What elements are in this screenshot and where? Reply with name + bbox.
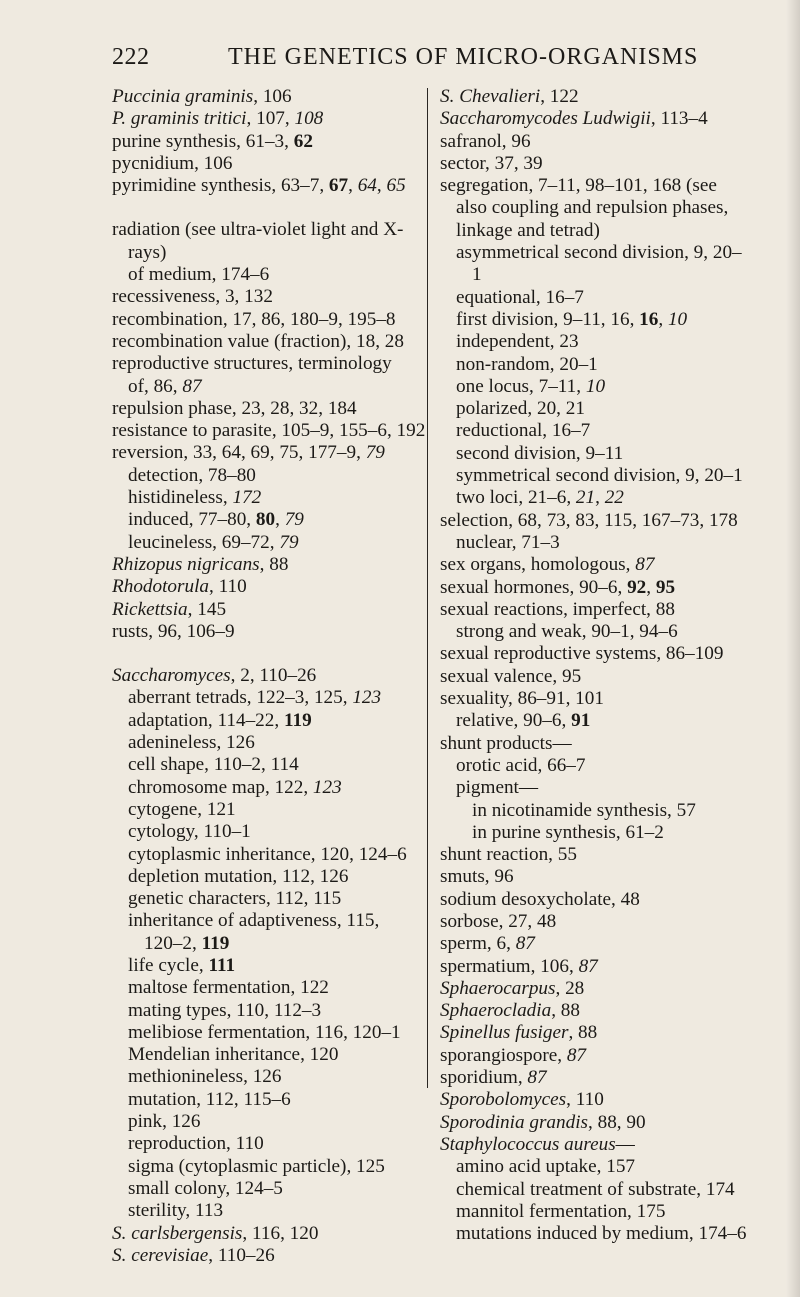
index-subentry xyxy=(112,1022,412,1044)
index-subentry xyxy=(440,532,750,554)
index-entry xyxy=(440,1045,750,1067)
page-header xyxy=(112,44,752,84)
index-entry xyxy=(440,889,750,911)
index-subentry xyxy=(112,264,412,286)
entry-text: genetic characters, 112, 115 xyxy=(128,888,342,910)
entry-text: symmetrical second division, 9, 20–1 xyxy=(456,465,743,487)
entry-text: of medium, 174–6 xyxy=(128,264,270,286)
entry-text: selection, 68, 73, 83, 115, 167–73, 178 xyxy=(440,509,738,531)
entry-text: sterility, 113 xyxy=(128,1200,224,1222)
entry-text: purine synthesis, 61–3, xyxy=(112,130,294,152)
entry-text: reversion, 33, 64, 69, 75, 177–9, xyxy=(112,442,366,464)
entry-text: , 116, 120 xyxy=(242,1222,319,1244)
entry-text: 79 xyxy=(284,509,304,531)
entry-text: , xyxy=(595,487,605,509)
index-entry xyxy=(112,86,412,108)
entry-text: recombination value (fraction), 18, 28 xyxy=(112,330,404,352)
index-entry xyxy=(440,510,750,532)
entry-text: independent, 23 xyxy=(456,331,579,353)
entry-text: 80 xyxy=(255,509,276,531)
entry-text: first division, 9–11, 16, xyxy=(456,308,640,330)
entry-text: rusts, 96, 106–9 xyxy=(112,620,235,642)
index-subentry xyxy=(112,754,412,776)
entry-text: mutations induced by medium, 174–6 xyxy=(456,1223,747,1245)
index-entry xyxy=(112,554,412,576)
entry-text: Rickettsia xyxy=(112,598,188,620)
entry-text: 172 xyxy=(232,487,262,509)
entry-text: adaptation, 114–22, xyxy=(128,709,284,731)
entry-text: two loci, 21–6, xyxy=(456,487,576,509)
index-subentry xyxy=(112,910,412,955)
index-entry xyxy=(112,576,412,598)
entry-text: , 110 xyxy=(566,1089,604,1111)
index-subentry xyxy=(440,800,750,822)
entry-text: , 110–26 xyxy=(208,1244,275,1266)
entry-text: recessiveness, 3, 132 xyxy=(112,286,273,308)
index-subentry xyxy=(112,1111,412,1133)
index-entry xyxy=(440,1067,750,1089)
entry-text: 65 xyxy=(386,175,406,197)
entry-text: , 88, 90 xyxy=(588,1111,646,1133)
entry-text: — xyxy=(615,1133,635,1155)
entry-text: sexual hormones, 90–6, xyxy=(440,576,628,598)
index-entry xyxy=(112,331,412,353)
entry-text: 87 xyxy=(182,375,202,397)
index-entry xyxy=(440,956,750,978)
entry-text: sporidium, xyxy=(440,1067,528,1089)
index-subentry xyxy=(112,1178,412,1200)
entry-text: Sphaerocarpus xyxy=(440,977,556,999)
entry-text: life cycle, xyxy=(128,954,209,976)
index-subentry xyxy=(112,509,412,531)
entry-text: 87 xyxy=(635,554,655,576)
index-subentry xyxy=(440,242,750,287)
index-entry xyxy=(112,131,412,153)
index-entry xyxy=(440,1000,750,1022)
index-subentry xyxy=(112,1200,412,1222)
entry-text: 67 xyxy=(328,175,349,197)
index-entry xyxy=(440,933,750,955)
index-subentry xyxy=(440,376,750,398)
column-divider xyxy=(427,88,428,1088)
index-subentry xyxy=(440,487,750,509)
entry-text: radiation (see ultra-violet light and X-rays) xyxy=(112,219,404,263)
index-subentry xyxy=(112,487,412,509)
entry-text: pigment— xyxy=(456,777,539,799)
entry-text: Sporodinia grandis xyxy=(440,1111,589,1133)
index-entry xyxy=(112,175,412,197)
entry-text: shunt reaction, 55 xyxy=(440,844,577,866)
entry-text: sperm, 6, xyxy=(440,933,516,955)
index-subentry xyxy=(112,888,412,910)
entry-text: , 106 xyxy=(253,86,292,107)
entry-text: 10 xyxy=(667,308,688,330)
entry-text: sorbose, 27, 48 xyxy=(440,910,557,932)
entry-text: melibiose fermentation, 116, 120–1 xyxy=(128,1021,401,1043)
index-column-right xyxy=(440,86,750,1245)
entry-text: second division, 9–11 xyxy=(456,442,624,464)
index-subentry xyxy=(440,755,750,777)
index-subentry xyxy=(112,1133,412,1155)
entry-gap xyxy=(112,643,412,665)
entry-text: 22 xyxy=(604,487,624,509)
entry-text: 119 xyxy=(283,709,312,731)
entry-text: in nicotinamide synthesis, 57 xyxy=(472,799,696,821)
entry-text: , 113–4 xyxy=(650,108,708,130)
entry-text: reproductive structures, terminology of, 86, xyxy=(112,353,392,397)
index-entry xyxy=(112,442,412,464)
entry-text: nuclear, 71–3 xyxy=(456,531,560,553)
index-subentry xyxy=(112,465,412,487)
entry-gap xyxy=(112,197,412,219)
index-entry xyxy=(440,978,750,1000)
entry-text: Rhodotorula xyxy=(112,576,210,598)
index-entry xyxy=(440,599,750,621)
page-edge-shadow xyxy=(786,0,800,1297)
index-subentry xyxy=(112,977,412,999)
entry-text: 64 xyxy=(357,175,377,197)
entry-text: 123 xyxy=(352,687,382,709)
index-entry xyxy=(440,1134,750,1156)
entry-text: , 28 xyxy=(555,977,585,999)
entry-text: relative, 90–6, xyxy=(456,710,572,732)
entry-text: 108 xyxy=(294,108,324,130)
index-subentry xyxy=(112,687,412,709)
index-subentry xyxy=(440,309,750,331)
index-entry xyxy=(112,621,412,643)
entry-text: , 122 xyxy=(540,86,579,107)
index-entry xyxy=(112,108,412,130)
entry-text: Spinellus fusiger xyxy=(440,1022,569,1044)
entry-text: shunt products— xyxy=(440,732,572,754)
entry-text: asymmetrical second division, 9, 20–1 xyxy=(456,242,742,286)
entry-text: 62 xyxy=(293,130,313,152)
index-entry xyxy=(440,131,750,153)
index-entry xyxy=(112,1245,412,1267)
entry-text: , 88 xyxy=(551,1000,580,1022)
entry-text: sodium desoxycholate, 48 xyxy=(440,888,640,910)
entry-text: orotic acid, 66–7 xyxy=(456,754,586,776)
index-subentry xyxy=(440,1223,750,1245)
entry-text: 79 xyxy=(365,442,385,464)
entry-text: 111 xyxy=(208,954,236,976)
entry-text: 92 xyxy=(627,576,647,598)
entry-text: Sphaerocladia xyxy=(440,1000,552,1022)
index-entry xyxy=(112,420,426,442)
entry-text: , 145 xyxy=(187,598,227,620)
index-subentry xyxy=(112,777,412,799)
index-entry xyxy=(440,577,750,599)
index-subentry xyxy=(440,465,750,487)
index-entry xyxy=(440,1089,750,1111)
entry-text: sexuality, 86–91, 101 xyxy=(440,688,604,710)
entry-text: equational, 16–7 xyxy=(456,286,584,308)
index-subentry xyxy=(440,398,750,420)
index-entry xyxy=(440,666,750,688)
entry-text: mannitol fermentation, 175 xyxy=(456,1200,666,1222)
entry-text: mutation, 112, 115–6 xyxy=(128,1088,291,1110)
entry-text: chromosome map, 122, xyxy=(128,776,313,798)
entry-text: adenineless, 126 xyxy=(128,732,255,754)
entry-text: , 88 xyxy=(568,1022,598,1044)
entry-text: segregation, 7–11, 98–101, 168 (see also coupling and repulsion phases, linkage and tetrad) xyxy=(440,175,729,241)
entry-text: Puccinia graminis xyxy=(112,86,254,107)
entry-text: 16 xyxy=(639,308,659,330)
index-subentry xyxy=(112,955,412,977)
entry-text: leucineless, 69–72, xyxy=(128,531,280,553)
entry-text: S. cerevisiae xyxy=(112,1244,209,1266)
entry-text: 79 xyxy=(279,531,299,553)
entry-text: mating types, 110, 112–3 xyxy=(128,999,322,1021)
page-number: 222 xyxy=(112,44,150,70)
entry-text: sexual reactions, imperfect, 88 xyxy=(440,598,675,620)
entry-text: polarized, 20, 21 xyxy=(456,398,585,420)
index-subentry xyxy=(112,732,412,754)
index-subentry xyxy=(440,331,750,353)
entry-text: histidineless, xyxy=(128,487,233,509)
index-subentry xyxy=(440,1179,750,1201)
entry-text: 10 xyxy=(585,375,606,397)
index-entry xyxy=(112,219,412,264)
entry-text: Mendelian inheritance, 120 xyxy=(128,1044,339,1066)
index-subentry xyxy=(112,1089,412,1111)
entry-text: in purine synthesis, 61–2 xyxy=(472,821,664,843)
entry-text: Rhizopus nigricans xyxy=(112,553,260,575)
entry-text: pink, 126 xyxy=(128,1111,201,1133)
entry-text: methionineless, 126 xyxy=(128,1066,282,1088)
entry-text: , 110 xyxy=(209,576,247,598)
entry-text: amino acid uptake, 157 xyxy=(456,1156,636,1178)
entry-text: one locus, 7–11, xyxy=(456,375,586,397)
index-subentry xyxy=(112,710,412,732)
entry-text: aberrant tetrads, 122–3, 125, xyxy=(128,687,353,709)
entry-text: , xyxy=(658,308,668,330)
entry-text: , 107, xyxy=(246,108,295,130)
index-subentry xyxy=(112,532,412,554)
index-subentry xyxy=(112,821,412,843)
index-entry xyxy=(440,733,750,755)
index-entry xyxy=(112,398,412,420)
index-entry xyxy=(440,86,750,108)
index-subentry xyxy=(112,1044,412,1066)
index-entry xyxy=(440,688,750,710)
index-subentry xyxy=(440,710,750,732)
entry-text: 119 xyxy=(201,932,230,954)
index-subentry xyxy=(112,799,412,821)
entry-text: sex organs, homologous, xyxy=(440,554,636,576)
index-subentry xyxy=(112,1000,412,1022)
entry-text: safranol, 96 xyxy=(440,130,531,152)
index-subentry xyxy=(440,443,750,465)
entry-text: 21 xyxy=(575,487,596,509)
index-entry xyxy=(440,153,750,175)
index-entry xyxy=(440,911,750,933)
index-entry xyxy=(112,353,412,398)
entry-text: Saccharomycodes Ludwigii xyxy=(440,108,651,130)
entry-text: sporangiospore, xyxy=(440,1044,567,1066)
index-subentry xyxy=(112,1156,412,1178)
entry-text: reductional, 16–7 xyxy=(456,420,591,442)
entry-text: cytoplasmic inheritance, 120, 124–6 xyxy=(128,843,407,865)
entry-text: S. Chevalieri xyxy=(440,86,541,107)
index-column-left xyxy=(112,86,426,1267)
entry-text: 87 xyxy=(566,1044,587,1066)
index-entry xyxy=(440,175,750,242)
index-subentry xyxy=(440,777,750,799)
entry-text: resistance to parasite, 105–9, 155–6, 192 xyxy=(112,420,426,442)
entry-text: S. carlsbergensis xyxy=(112,1222,243,1244)
index-entry xyxy=(112,286,412,308)
entry-text: Saccharomyces xyxy=(112,665,231,687)
entry-text: cell shape, 110–2, 114 xyxy=(128,754,299,776)
index-subentry xyxy=(112,844,412,866)
index-entry xyxy=(440,844,750,866)
entry-text: , 2, 110–26 xyxy=(230,665,317,687)
entry-text: sexual reproductive systems, 86–109 xyxy=(440,643,724,665)
running-title: THE GENETICS OF MICRO-ORGANISMS xyxy=(228,44,699,70)
entry-text: repulsion phase, 23, 28, 32, 184 xyxy=(112,397,357,419)
entry-text: pycnidium, 106 xyxy=(112,152,233,174)
index-entry xyxy=(112,665,412,687)
index-entry xyxy=(112,599,412,621)
entry-text: Sporobolomyces xyxy=(440,1089,567,1111)
index-subentry xyxy=(112,1066,412,1088)
index-subentry xyxy=(440,354,750,376)
index-entry xyxy=(440,1022,750,1044)
entry-text: small colony, 124–5 xyxy=(128,1177,283,1199)
index-entry xyxy=(440,866,750,888)
entry-text: , xyxy=(275,509,285,531)
entry-text: , xyxy=(348,175,358,197)
entry-text: Staphylococcus aureus xyxy=(440,1133,616,1155)
index-entry xyxy=(112,309,412,331)
entry-text: , xyxy=(376,175,387,197)
index-entry xyxy=(440,1112,750,1134)
index-subentry xyxy=(440,1156,750,1178)
entry-text: , 88 xyxy=(259,553,289,575)
entry-text: spermatium, 106, xyxy=(440,955,579,977)
index-entry xyxy=(440,643,750,665)
entry-text: reproduction, 110 xyxy=(128,1133,264,1155)
entry-text: maltose fermentation, 122 xyxy=(128,977,329,999)
entry-text: inheritance of adaptiveness, 115, 120–2, xyxy=(128,910,380,954)
entry-text: 87 xyxy=(578,955,598,977)
index-entry xyxy=(440,554,750,576)
entry-text: sector, 37, 39 xyxy=(440,152,543,174)
entry-text: , xyxy=(646,576,656,598)
entry-text: non-random, 20–1 xyxy=(456,353,598,375)
index-subentry xyxy=(440,287,750,309)
entry-text: cytogene, 121 xyxy=(128,798,236,820)
index-entry xyxy=(112,1223,412,1245)
entry-text: sexual valence, 95 xyxy=(440,665,582,687)
entry-text: recombination, 17, 86, 180–9, 195–8 xyxy=(112,308,396,330)
entry-text: 87 xyxy=(515,933,535,955)
index-subentry xyxy=(112,866,412,888)
entry-text: smuts, 96 xyxy=(440,866,514,888)
entry-text: sigma (cytoplasmic particle), 125 xyxy=(128,1155,385,1177)
index-subentry xyxy=(440,822,750,844)
entry-text: chemical treatment of substrate, 174 xyxy=(456,1178,735,1200)
entry-text: detection, 78–80 xyxy=(128,464,256,486)
index-subentry xyxy=(440,1201,750,1223)
entry-text: 95 xyxy=(655,576,676,598)
index-entry xyxy=(440,108,750,130)
entry-text: induced, 77–80, xyxy=(128,509,256,531)
index-entry xyxy=(112,153,412,175)
entry-text: 123 xyxy=(312,776,342,798)
entry-text: strong and weak, 90–1, 94–6 xyxy=(456,621,678,643)
entry-text: P. graminis tritici xyxy=(112,108,247,130)
entry-text: 91 xyxy=(571,710,591,732)
entry-text: depletion mutation, 112, 126 xyxy=(128,865,349,887)
entry-text: pyrimidine synthesis, 63–7, xyxy=(112,175,329,197)
index-subentry xyxy=(440,621,750,643)
index-subentry xyxy=(440,420,750,442)
entry-text: 87 xyxy=(527,1067,547,1089)
entry-text: cytology, 110–1 xyxy=(128,821,251,843)
